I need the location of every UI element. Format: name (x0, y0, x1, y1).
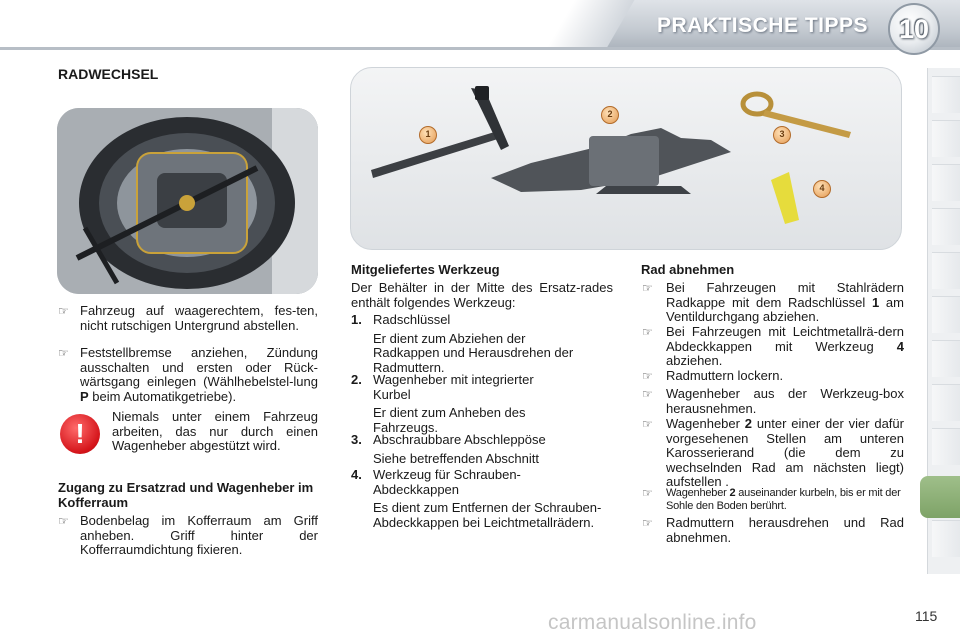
list-item: 3. Abschraubbare Abschleppöse Siehe betreffenden Abschnitt (351, 432, 546, 466)
warning-text: Niemals unter einem Fahrzeug arbeiten, das nur durch einen Wagenheber abgestützt wird. (112, 409, 318, 453)
page-number: 115 (915, 608, 938, 624)
list-item: ☞ Bei Fahrzeugen mit Stahlrädern Radkappe mit dem Radschlüssel 1 am Ventildurchgang abziehen. (642, 280, 904, 324)
header-rule (0, 47, 960, 50)
list-item: ☞ Bei Fahrzeugen mit Leichtmetallrä-dern Abdeckkappen mit Werkzeug 4 abziehen. (642, 324, 904, 368)
chapter-tab[interactable] (932, 428, 960, 465)
bullet-icon: ☞ (642, 516, 653, 530)
chapter-tab[interactable] (932, 208, 960, 245)
chapter-tab[interactable] (932, 164, 960, 201)
chapter-badge (888, 3, 940, 55)
chapter-tab[interactable] (932, 76, 960, 113)
list-item: ☞ Radmuttern lockern. (642, 368, 784, 383)
bullet-icon: ☞ (642, 369, 653, 383)
bullet-icon: ☞ (642, 417, 653, 431)
tools-intro: Der Behälter in der Mitte des Ersatz-rades enthält folgendes Werkzeug: (351, 280, 613, 310)
chapter-tab[interactable] (932, 520, 960, 557)
watermark: carmanualsonline.info (548, 611, 757, 634)
tool-callout-3: 3 (773, 126, 791, 144)
list-item: ☞ Wagenheber 2 auseinander kurbeln, bis er mit der Sohle den Boden berührt. (642, 486, 901, 512)
remove-wheel-heading: Rad abnehmen (641, 262, 735, 277)
tool-callout-1: 1 (419, 126, 437, 144)
tool-callout-2: 2 (601, 106, 619, 124)
chapter-tab[interactable] (932, 252, 960, 289)
bullet-icon: ☞ (58, 346, 69, 360)
list-item: 4. Werkzeug für Schrauben-Abdeckkappen Es dient zum Entfernen der Schrauben-Abdeckkappen bei Leichtmetallrädern. (351, 467, 602, 530)
tools-photo (350, 67, 902, 250)
list-item: ☞ Radmuttern herausdrehen und Rad abnehmen. (642, 515, 904, 545)
subheading: Zugang zu Ersatzrad und Wagenheber im Kofferraum (58, 480, 314, 510)
list-item: ☞ Fahrzeug auf waagerechtem, fes-ten, nicht rutschigen Untergrund abstellen. (58, 303, 318, 333)
warning-icon: ! (60, 414, 100, 454)
bullet-icon: ☞ (642, 325, 653, 339)
bullet-icon: ☞ (58, 514, 69, 528)
section-title: RADWECHSEL (58, 66, 159, 82)
tools-heading: Mitgeliefertes Werkzeug (351, 262, 500, 277)
bullet-icon: ☞ (642, 387, 653, 401)
list-item: ☞ Wagenheber 2 unter einer der vier dafür vorgesehenen Stellen am unteren Karosserierand (die dem zu wechselnden Rad am nächsten liegt) aufstellen . (642, 416, 904, 489)
bullet-icon: ☞ (642, 486, 653, 500)
list-item: 2. Wagenheber mit integrierter Kurbel Er dient zum Anheben des Fahrzeugs. (351, 372, 534, 435)
active-chapter-tab[interactable] (920, 476, 960, 518)
list-item: ☞ Bodenbelag im Kofferraum am Griff anheben. Griff hinter der Kofferraumdichtung fixieren. (58, 513, 318, 557)
chapter-tab[interactable] (932, 384, 960, 421)
chapter-tab[interactable] (932, 120, 960, 157)
chapter-number: 10 (898, 14, 930, 44)
bullet-icon: ☞ (58, 304, 69, 318)
bullet-icon: ☞ (642, 281, 653, 295)
gear-letter: P (80, 388, 89, 404)
chapter-tab[interactable] (932, 296, 960, 333)
spare-wheel-photo (57, 108, 318, 294)
chapter-tab[interactable] (932, 340, 960, 377)
list-item: ☞ Wagenheber aus der Werkzeug-box herausnehmen. (642, 386, 904, 416)
list-item: 1. Radschlüssel Er dient zum Abziehen der Radkappen und Herausdrehen der Radmuttern. (351, 312, 574, 375)
chapter-title: PRAKTISCHE TIPPS (656, 14, 868, 37)
tool-callout-4: 4 (813, 180, 831, 198)
list-item: ☞ Feststellbremse anziehen, Zündung ausschalten und ersten oder Rück-wärtsgang einlegen (Wählhebelstel-lung P beim Automatikgetriebe). (58, 345, 318, 404)
